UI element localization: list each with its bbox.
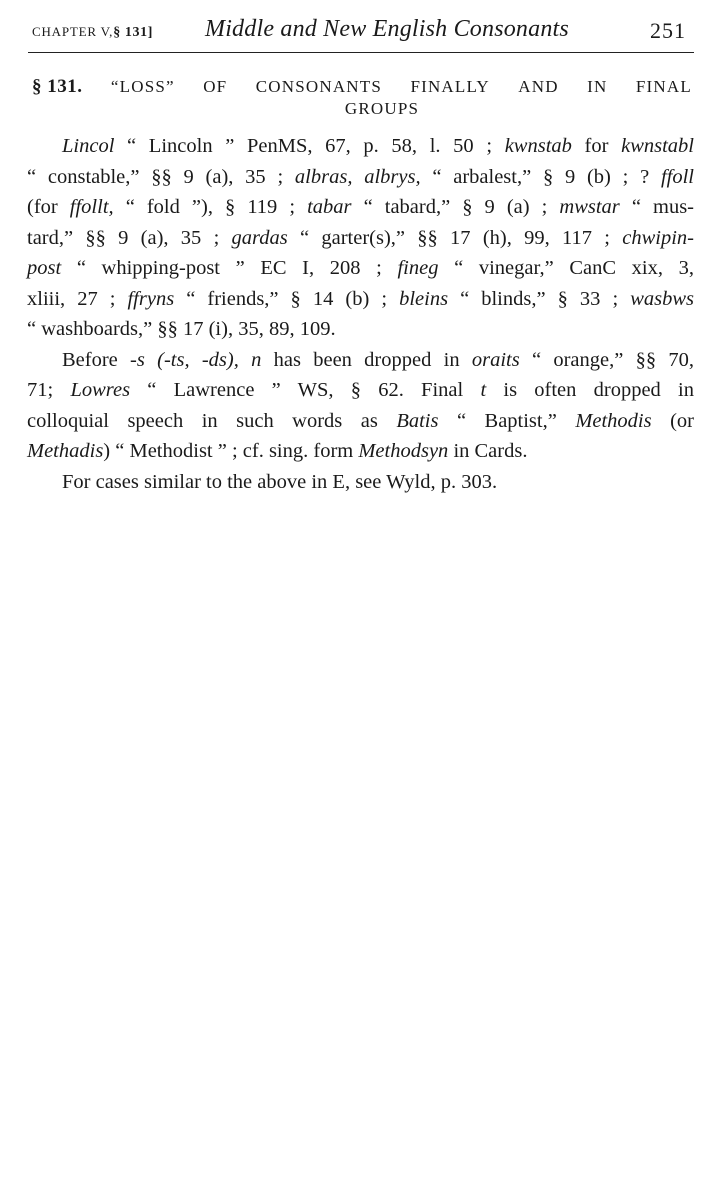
italic-word: ffollt, bbox=[69, 196, 114, 218]
section-heading bbox=[32, 76, 692, 120]
text-run: for bbox=[571, 135, 622, 157]
italic-word: wasbws bbox=[630, 287, 694, 310]
text-line bbox=[27, 345, 694, 376]
heading-word: CONSONANTS bbox=[255, 77, 383, 96]
italic-word: kwnstabl bbox=[621, 135, 695, 157]
text-line bbox=[27, 192, 694, 223]
heading-word: OF bbox=[203, 77, 228, 96]
text-run: Before bbox=[62, 348, 131, 371]
text-run: “ fold ”), § 119 ; bbox=[113, 196, 308, 218]
body-text bbox=[27, 131, 694, 497]
text-line bbox=[27, 314, 694, 345]
text-run: “ orange,” §§ 70, bbox=[519, 348, 694, 371]
text-run: “ tabard,” § 9 (a) ; bbox=[351, 196, 560, 218]
text-run: “ Lawrence ” WS, § 62. Final bbox=[130, 379, 481, 401]
text-run: “ friends,” § 14 (b) ; bbox=[174, 287, 400, 310]
text-run: has been dropped in bbox=[261, 348, 472, 371]
chapter-label: CHAPTER V, bbox=[32, 24, 114, 39]
text-run: “ Baptist,” bbox=[438, 409, 576, 432]
italic-word: Lincol bbox=[62, 135, 115, 157]
text-run: “ arbalest,” § 9 (b) ; ? bbox=[420, 165, 661, 188]
text-run: “ whipping-post ” EC I, 208 ; bbox=[61, 257, 398, 279]
italic-word: Methadis bbox=[27, 440, 104, 462]
italic-word: kwnstab bbox=[504, 135, 572, 157]
italic-word: Lowres bbox=[70, 379, 131, 401]
italic-word: -s (-ts, -ds), n bbox=[130, 348, 262, 371]
italic-word: Batis bbox=[396, 409, 439, 432]
italic-word: bleins bbox=[399, 287, 449, 310]
text-run: “ constable,” §§ 9 (a), 35 ; bbox=[27, 165, 295, 188]
text-run: “ blinds,” § 33 ; bbox=[448, 287, 631, 310]
italic-word: tabar bbox=[307, 196, 352, 218]
italic-word: oraits bbox=[471, 348, 520, 371]
text-line bbox=[27, 131, 694, 162]
italic-word: Methodsyn bbox=[358, 440, 449, 462]
italic-word: mwstar bbox=[559, 196, 620, 218]
text-run: For cases similar to the above in E, see Wyld, p. 303. bbox=[62, 470, 498, 493]
italic-word: Methodis bbox=[575, 409, 652, 432]
paragraph bbox=[27, 467, 694, 498]
heading-word: FINALLY bbox=[410, 77, 490, 96]
italic-word: ffoll bbox=[660, 165, 695, 188]
italic-word: post bbox=[27, 257, 62, 279]
text-run: in Cards. bbox=[448, 440, 528, 462]
text-run: tard,” §§ 9 (a), 35 ; bbox=[27, 226, 232, 249]
text-line bbox=[27, 253, 694, 284]
page-number: 251 bbox=[650, 18, 686, 43]
text-run: “ vinegar,” CanC xix, 3, bbox=[438, 257, 694, 279]
italic-word: gardas bbox=[231, 226, 288, 249]
text-run: is often dropped in bbox=[486, 379, 694, 401]
text-line bbox=[27, 162, 694, 193]
text-run: 71; bbox=[27, 379, 71, 401]
italic-word: fineg bbox=[397, 257, 439, 279]
italic-word: t bbox=[480, 379, 487, 401]
chapter-reference bbox=[32, 24, 153, 41]
section-reference: § 131] bbox=[113, 25, 153, 40]
header-rule bbox=[28, 52, 694, 53]
text-line bbox=[27, 223, 694, 254]
text-run: “ washboards,” §§ 17 (i), 35, 89, 109. bbox=[27, 318, 336, 340]
heading-word: “LOSS” bbox=[110, 77, 175, 96]
text-line bbox=[27, 467, 694, 498]
text-run: colloquial speech in such words as bbox=[27, 409, 397, 432]
text-line bbox=[27, 375, 694, 406]
section-heading-line-1 bbox=[32, 76, 692, 98]
heading-word: FINAL bbox=[635, 77, 692, 96]
text-run: “ garter(s),” §§ 17 (h), 99, 117 ; bbox=[287, 226, 623, 249]
text-run: xliii, 27 ; bbox=[27, 287, 128, 310]
italic-word: ffryns bbox=[127, 287, 175, 310]
running-title: Middle and New English Consonants bbox=[205, 16, 569, 42]
text-run: ) “ Methodist ” ; cf. sing. form bbox=[103, 440, 359, 462]
text-run: “ mus- bbox=[619, 196, 694, 218]
text-run: (for bbox=[27, 196, 70, 218]
running-head bbox=[32, 14, 692, 48]
section-number: § 131. bbox=[32, 76, 83, 97]
italic-word: chwipin- bbox=[622, 226, 694, 249]
section-heading-line-2: GROUPS bbox=[344, 99, 420, 118]
text-line bbox=[27, 406, 694, 437]
italic-word: albras, albrys, bbox=[294, 165, 421, 188]
paragraph bbox=[27, 131, 694, 345]
text-run: (or bbox=[651, 409, 694, 432]
text-line bbox=[27, 436, 694, 467]
paragraph bbox=[27, 345, 694, 467]
heading-word: AND bbox=[518, 77, 559, 96]
heading-word: IN bbox=[587, 77, 608, 96]
text-line bbox=[27, 284, 694, 315]
text-run: “ Lincoln ” PenMS, 67, p. 58, l. 50 ; bbox=[114, 135, 505, 157]
